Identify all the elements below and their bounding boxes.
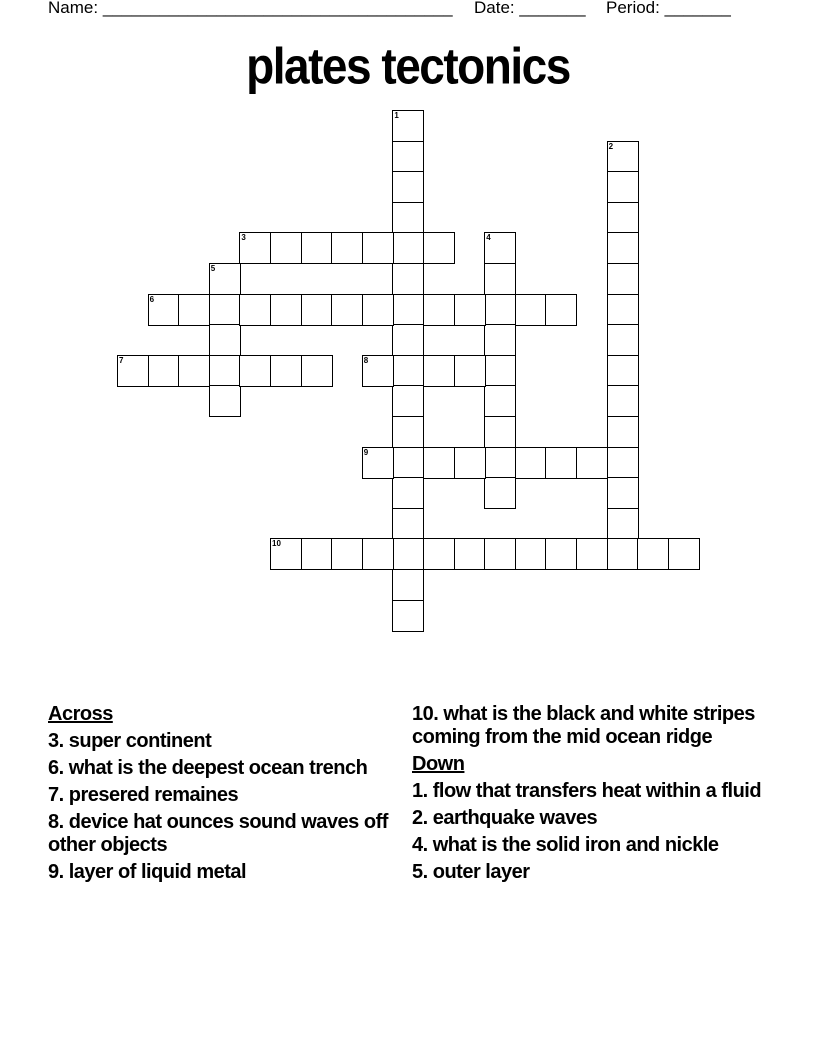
clue-text: what is the black and white stripes coming from the mid ocean ridge [412, 703, 755, 748]
crossword-cell[interactable] [454, 355, 486, 387]
crossword-cell[interactable] [454, 538, 486, 570]
clue-text: earthquake waves [432, 807, 598, 829]
crossword-cell[interactable] [607, 477, 639, 509]
cell-number: 6 [149, 294, 155, 304]
crossword-cell[interactable] [607, 141, 639, 173]
crossword-cell[interactable] [270, 232, 302, 264]
crossword-cell[interactable] [576, 538, 608, 570]
down-heading: Down [412, 753, 465, 775]
crossword-cell[interactable] [270, 294, 302, 326]
crossword-cell[interactable] [484, 232, 516, 264]
crossword-cell[interactable] [423, 294, 455, 326]
clue-number: 10 . [412, 703, 443, 725]
crossword-cell[interactable] [607, 324, 639, 356]
crossword-cell[interactable] [301, 355, 333, 387]
date-label: Date: [474, 0, 515, 17]
clue-number: 2 . [412, 807, 433, 829]
crossword-cell[interactable] [607, 538, 639, 570]
crossword-cell[interactable] [392, 600, 424, 632]
crossword-cell[interactable] [392, 385, 424, 417]
crossword-cell[interactable] [607, 263, 639, 295]
crossword-cell[interactable] [607, 294, 639, 326]
date-line: _______ [519, 0, 586, 17]
crossword-cell[interactable] [515, 294, 547, 326]
crossword-cell[interactable] [484, 263, 516, 295]
clue-text: super continent [68, 730, 212, 752]
crossword-cell[interactable] [607, 447, 639, 479]
crossword-cell[interactable] [270, 538, 302, 570]
crossword-cell[interactable] [607, 416, 639, 448]
crossword-cell[interactable] [148, 355, 180, 387]
crossword-cell[interactable] [331, 538, 363, 570]
crossword-cell[interactable] [392, 416, 424, 448]
crossword-cell[interactable] [637, 538, 669, 570]
clue-number: 5 . [412, 861, 433, 883]
crossword-cell[interactable] [607, 385, 639, 417]
crossword-cell[interactable] [331, 294, 363, 326]
crossword-cell[interactable] [362, 294, 394, 326]
clue-down-1 [412, 780, 762, 803]
crossword-cell[interactable] [239, 232, 271, 264]
crossword-cell[interactable] [362, 355, 394, 387]
crossword-cell[interactable] [239, 355, 271, 387]
crossword-cell[interactable] [117, 355, 149, 387]
crossword-cell[interactable] [301, 538, 333, 570]
crossword-cell[interactable] [392, 477, 424, 509]
crossword-cell[interactable] [209, 294, 241, 326]
clue-number: 7 . [48, 784, 69, 806]
cell-number: 1 [394, 111, 399, 120]
crossword-cell[interactable] [545, 294, 577, 326]
clue-across-8 [48, 811, 388, 857]
cell-number: 5 [210, 264, 216, 273]
crossword-cell[interactable] [392, 447, 424, 479]
crossword-cell[interactable] [392, 263, 424, 295]
across-heading: Across [48, 703, 113, 725]
clue-down-4 [412, 834, 762, 857]
crossword-cell[interactable] [484, 385, 516, 417]
crossword-cell[interactable] [178, 294, 210, 326]
crossword-cell[interactable] [423, 355, 455, 387]
clue-down-5 [412, 861, 762, 884]
crossword-cell[interactable] [515, 447, 547, 479]
crossword-cell[interactable] [362, 232, 394, 264]
clues-right-column [412, 703, 762, 888]
crossword-cell[interactable] [362, 447, 394, 479]
crossword-cell[interactable] [392, 355, 424, 387]
crossword-cell[interactable] [545, 538, 577, 570]
clue-across-3 [48, 730, 388, 753]
crossword-cell[interactable] [392, 324, 424, 356]
crossword-cell[interactable] [484, 416, 516, 448]
clue-number: 1 . [412, 780, 433, 802]
crossword-cell[interactable] [484, 294, 516, 326]
crossword-cell[interactable] [454, 294, 486, 326]
crossword-cell[interactable] [454, 447, 486, 479]
period-label: Period: [606, 0, 660, 17]
crossword-cell[interactable] [362, 538, 394, 570]
name-line: _____________________________________ [102, 0, 453, 17]
clue-number: 3 . [48, 730, 69, 752]
crossword-cell[interactable] [209, 324, 241, 356]
clue-number: 6 . [48, 757, 69, 779]
crossword-cell[interactable] [423, 232, 455, 264]
crossword-cell[interactable] [301, 294, 333, 326]
crossword-cell[interactable] [209, 385, 241, 417]
period-line: _______ [664, 0, 731, 17]
cell-number: 3 [241, 233, 246, 243]
crossword-cell[interactable] [392, 202, 424, 234]
clue-text: presered remaines [68, 784, 239, 806]
crossword-cell[interactable] [576, 447, 608, 479]
crossword-cell[interactable] [607, 202, 639, 234]
crossword-cell[interactable] [484, 477, 516, 509]
crossword-cell[interactable] [392, 538, 424, 570]
date-field [474, 0, 586, 18]
crossword-cell[interactable] [607, 171, 639, 203]
crossword-cell[interactable] [209, 355, 241, 387]
clue-down-2 [412, 807, 762, 830]
crossword-cell[interactable] [607, 232, 639, 264]
crossword-cell[interactable] [423, 447, 455, 479]
cell-number: 2 [608, 141, 614, 151]
crossword-cell[interactable] [331, 232, 363, 264]
crossword-cell[interactable] [392, 508, 424, 540]
page-title: plates tectonics [246, 37, 570, 95]
crossword-cell[interactable] [392, 141, 424, 173]
clue-text: layer of liquid metal [68, 861, 247, 883]
cell-number: 9 [363, 447, 369, 457]
name-label: Name: [48, 0, 99, 17]
crossword-cell[interactable] [392, 569, 424, 601]
clue-across-7 [48, 784, 388, 807]
cell-number: 10 [272, 539, 281, 549]
crossword-cell[interactable] [607, 355, 639, 387]
clue-across-10 [412, 703, 762, 749]
clue-across-6 [48, 757, 388, 780]
clue-number: 9 . [48, 861, 69, 883]
crossword-cell[interactable] [545, 447, 577, 479]
crossword-cell[interactable] [484, 538, 516, 570]
crossword-cell[interactable] [484, 447, 516, 479]
clue-number: 8 . [48, 811, 69, 833]
clue-number: 4 . [412, 834, 433, 856]
crossword-cell[interactable] [392, 110, 424, 142]
clue-text: outer layer [432, 861, 530, 883]
crossword-cell[interactable] [484, 355, 516, 387]
crossword-cell[interactable] [423, 538, 455, 570]
crossword-cell[interactable] [668, 538, 700, 570]
clue-text: flow that transfers heat within a fluid [432, 780, 762, 802]
crossword-cell[interactable] [607, 508, 639, 540]
crossword-cell[interactable] [392, 171, 424, 203]
clue-text: device hat ounces sound waves off other objects [48, 811, 388, 856]
clue-text: what is the solid iron and nickle [432, 834, 719, 856]
crossword-cell[interactable] [392, 294, 424, 326]
crossword-cell[interactable] [392, 232, 424, 264]
crossword-cell[interactable] [178, 355, 210, 387]
crossword-cell[interactable] [301, 232, 333, 264]
crossword-cell[interactable] [270, 355, 302, 387]
cell-number: 4 [486, 233, 491, 243]
cell-number: 7 [119, 355, 124, 365]
crossword-cell[interactable] [484, 324, 516, 356]
period-field [606, 0, 731, 18]
cell-number: 8 [363, 355, 369, 365]
clues-left-column [48, 703, 388, 888]
crossword-cell[interactable] [148, 294, 180, 326]
name-field [48, 0, 453, 18]
clue-text: what is the deepest ocean trench [68, 757, 368, 779]
clue-across-9 [48, 861, 388, 884]
crossword-cell[interactable] [515, 538, 547, 570]
crossword-cell[interactable] [239, 294, 271, 326]
crossword-cell[interactable] [209, 263, 241, 295]
